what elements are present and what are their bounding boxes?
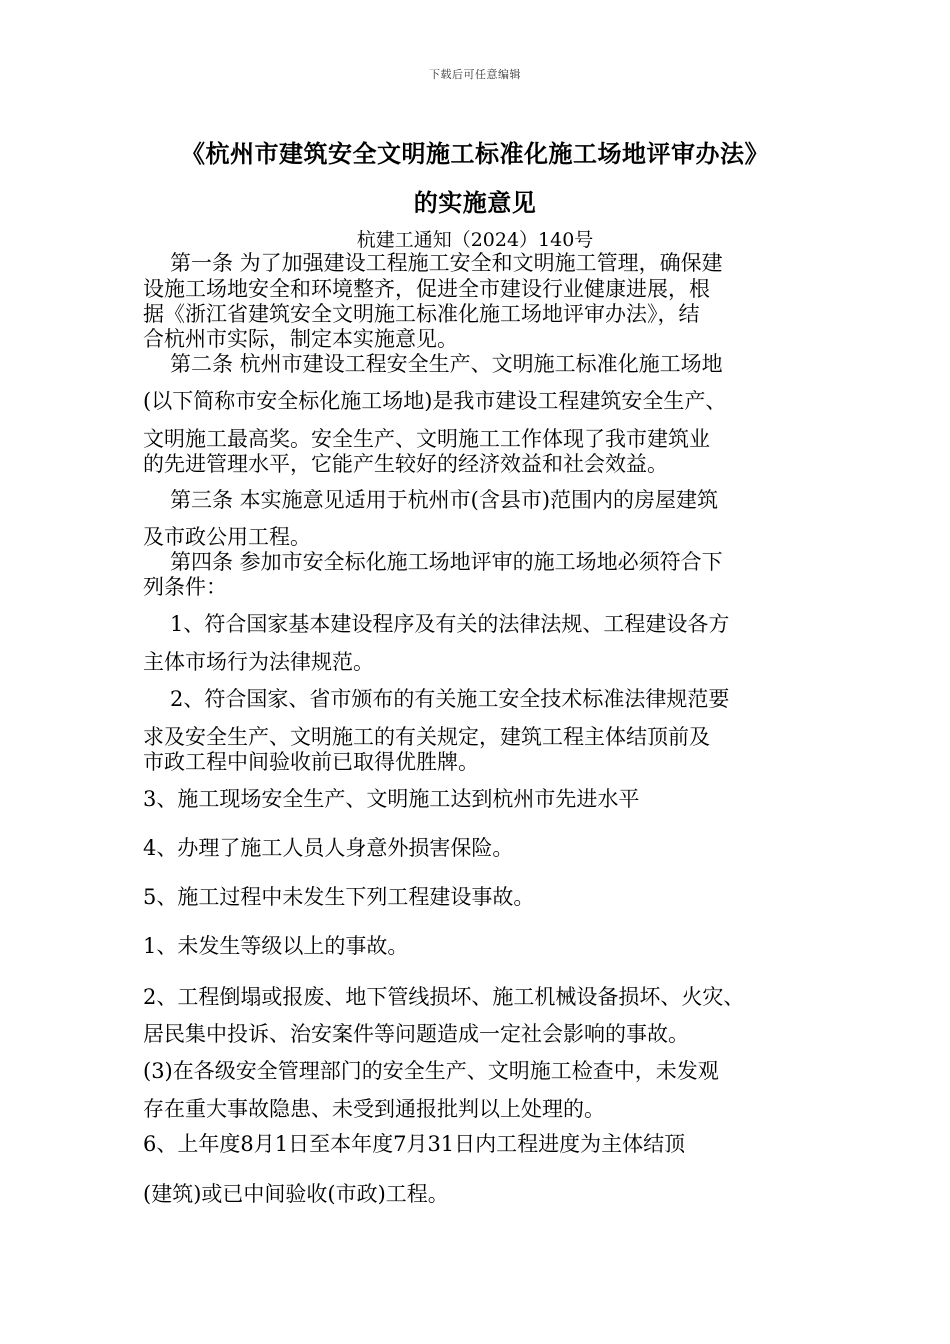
body-line: 主体市场行为法律规范。 [143,650,374,674]
body-line: 3、施工现场安全生产、文明施工达到杭州市先进水平 [143,787,640,811]
body-line: 4、办理了施工人员人身意外损害保险。 [143,836,514,860]
body-line: 第三条 本实施意见适用于杭州市(含县市)范围内的房屋建筑 [170,488,719,512]
body-line: 第四条 参加市安全标化施工场地评审的施工场地必须符合下 [170,550,723,574]
body-line: 列条件： [143,575,227,599]
body-line: 及市政公用工程。 [143,525,311,549]
body-line: 据《浙江省建筑安全文明施工标准化施工场地评审办法》，结 [143,302,700,326]
body-line: 存在重大事故隐患、未受到通报批判以上处理的。 [143,1097,605,1121]
body-line: 1、符合国家基本建设程序及有关的法律法规、工程建设各方 [170,612,730,636]
body-line: 2、工程倒塌或报废、地下管线损坏、施工机械设备损坏、火灾、 [143,985,745,1009]
body-line: 第二条 杭州市建设工程安全生产、文明施工标准化施工场地 [170,352,723,376]
body-line: (以下简称市安全标化施工场地)是我市建设工程建筑安全生产、 [143,389,727,413]
body-line: 合杭州市实际，制定本实施意见。 [143,327,458,351]
header-note: 下载后可任意编辑 [429,68,521,81]
body-line: 的先进管理水平，它能产生较好的经济效益和社会效益。 [143,452,668,476]
body-line: 1、未发生等级以上的事故。 [143,934,409,958]
body-line: 求及安全生产、文明施工的有关规定，建筑工程主体结顶前及 [143,725,710,749]
body-line: 文明施工最高奖。安全生产、文明施工工作体现了我市建筑业 [143,427,710,451]
body-line: (建筑)或已中间验收(市政)工程。 [143,1182,449,1206]
body-line: 市政工程中间验收前已取得优胜牌。 [143,750,479,774]
body-line: 设施工场地安全和环境整齐，促进全市建设行业健康进展，根 [143,277,710,301]
body-line: 6、上年度8月1日至本年度7月31日内工程进度为主体结顶 [143,1132,686,1156]
document-title-line-1: 《杭州市建筑安全文明施工标准化施工场地评审办法》 [181,139,769,168]
body-line: 2、符合国家、省市颁布的有关施工安全技术标准法律规范要 [170,687,730,711]
body-line: (3)在各级安全管理部门的安全生产、文明施工检查中，未发观 [143,1059,719,1083]
body-line: 居民集中投诉、治安案件等问题造成一定社会影响的事故。 [143,1022,689,1046]
body-line: 第一条 为了加强建设工程施工安全和文明施工管理，确保建 [170,251,723,275]
document-title-line-2: 的实施意见 [413,188,537,217]
document-number: 杭建工通知（2024）140号 [356,229,594,251]
body-line: 5、施工过程中未发生下列工程建设事故。 [143,885,535,909]
